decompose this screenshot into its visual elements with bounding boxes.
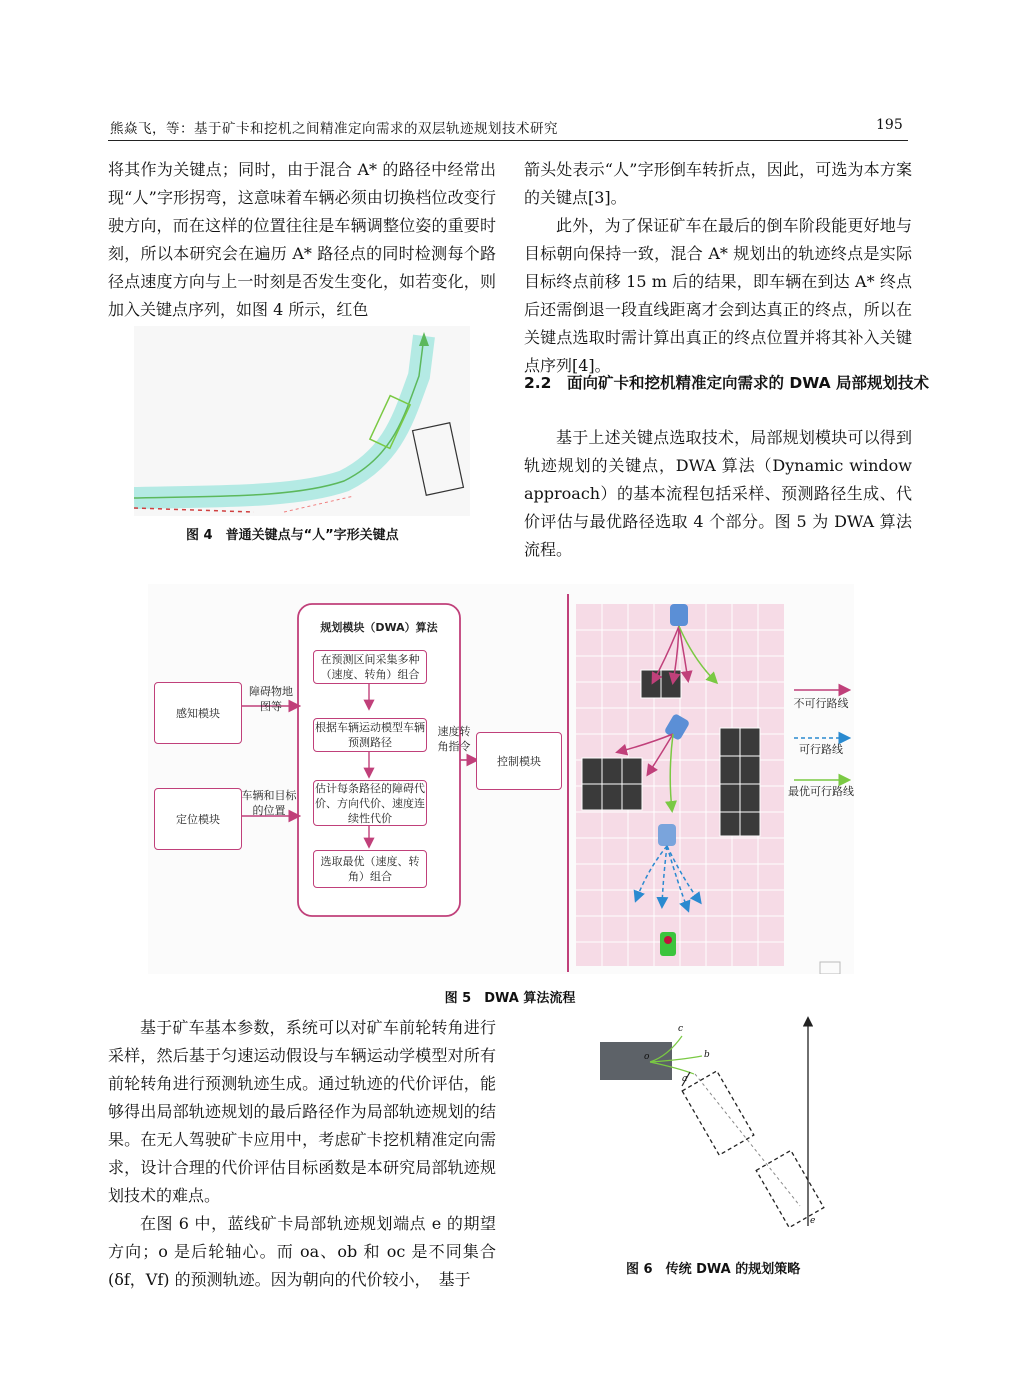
step-select-optimal: 选取最优（速度、转角）组合 xyxy=(313,850,427,888)
right-paragraph-2: 此外，为了保证矿车在最后的倒车阶段能更好地与目标朝向保持一致，混合 A* 规划出的轨迹终点是实际目标终点前移 15 m 后的结果，即车辆在到达 A* 终点后还需倒退一段直线距离才会到达真正的终点，所以在关键点选取时需计算出真正的终点位置并将其补入关键点序列[4]。 xyxy=(524,216,912,375)
point-b-label: b xyxy=(704,1050,710,1060)
figure-5 xyxy=(148,584,854,974)
perception-module: 感知模块 xyxy=(154,682,242,744)
right-top-text xyxy=(524,156,912,380)
page-number: 195 xyxy=(876,117,903,133)
figure-5-caption: 图 5 DWA 算法流程 xyxy=(444,991,576,1006)
command-label: 速度转角指令 xyxy=(437,725,471,753)
legend-feasible: 可行路线 xyxy=(799,743,843,756)
positioning-module: 定位模块 xyxy=(154,788,242,850)
legend-infeasible: 不可行路线 xyxy=(793,697,849,710)
figure-4-caption: 图 4 普通关键点与“人”字形关键点 xyxy=(186,528,399,543)
figure-4-image xyxy=(134,326,470,516)
step-predict-path: 根据车辆运动模型车辆预测路径 xyxy=(313,718,427,752)
left-paragraph-3: 在图 6 中，蓝线矿卡局部轨迹规划端点 e 的期望方向；o 是后轮轴心。而 oa、ob 和 oc 是不同集合 (δf，Vf) 的预测轨迹。因为朝向的代价较小， 基于 xyxy=(108,1214,496,1289)
left-paragraph-1: 将其作为关键点；同时，由于混合 A* 的路径中经常出现“人”字形拐弯，这意味着车辆必须由切换档位改变行驶方向，而在这样的位置往往是车辆调整位姿的重要时刻，所以本研究会在遍历 A* 路径点的同时检测每个路径点速度方向与上一时刻是否发生变化，如若变化，则加入关键点序列，如图 4 所示，红色 xyxy=(108,160,496,319)
right-paragraph-3: 基于上述关键点选取技术，局部规划模块可以得到轨迹规划的关键点，DWA 算法（Dynamic window approach）的基本流程包括采样、预测路径生成、代价评估与最优路径选取 4 个部分。图 5 为 DWA 算法流程。 xyxy=(524,428,912,559)
section-2-2-title: 2.2 面向矿卡和挖机精准定向需求的 DWA 局部规划技术 xyxy=(524,374,930,392)
point-e-label: e xyxy=(810,1216,816,1226)
figure-6-caption: 图 6 传统 DWA 的规划策略 xyxy=(626,1262,801,1277)
step-cost-evaluation: 估计每条路径的障碍代价、方向代价、速度连续性代价 xyxy=(315,781,425,825)
step-sample: 在预测区间采集多种（速度、转角）组合 xyxy=(313,650,427,684)
control-module: 控制模块 xyxy=(476,732,562,790)
running-title: 熊焱飞，等：基于矿卡和挖机之间精准定向需求的双层轨迹规划技术研究 xyxy=(110,121,558,137)
header-rule xyxy=(108,140,908,141)
point-o-label: o xyxy=(644,1052,650,1062)
vehicle-target-position-label: 车辆和目标的位置 xyxy=(241,789,297,817)
left-paragraph-2: 基于矿车基本参数，系统可以对矿车前轮转角进行采样，然后基于匀速运动假设与车辆运动学模型对所有前轮转角进行预测轨迹生成。通过轨迹的代价评估，能够得出局部轨迹规划的最后路径作为局部轨迹规划的结果。在无人驾驶矿卡应用中，考虑矿卡挖机精准定向需求，设计合理的代价评估目标函数是本研究局部轨迹规划技术的难点。 xyxy=(108,1018,496,1205)
left-bottom-text xyxy=(108,1014,496,1294)
obstacle-map-label: 障碍物地图等 xyxy=(249,685,293,713)
point-a-label: a xyxy=(682,1074,688,1084)
planning-module-title: 规划模块（DWA）算法 xyxy=(320,621,438,634)
right-paragraph-1: 箭头处表示“人”字形倒车转折点，因此，可选为本方案的关键点[3]。 xyxy=(524,160,912,207)
figure-6 xyxy=(590,1016,850,1236)
legend-optimal: 最优可行路线 xyxy=(788,785,854,798)
point-c-label: c xyxy=(678,1024,684,1034)
